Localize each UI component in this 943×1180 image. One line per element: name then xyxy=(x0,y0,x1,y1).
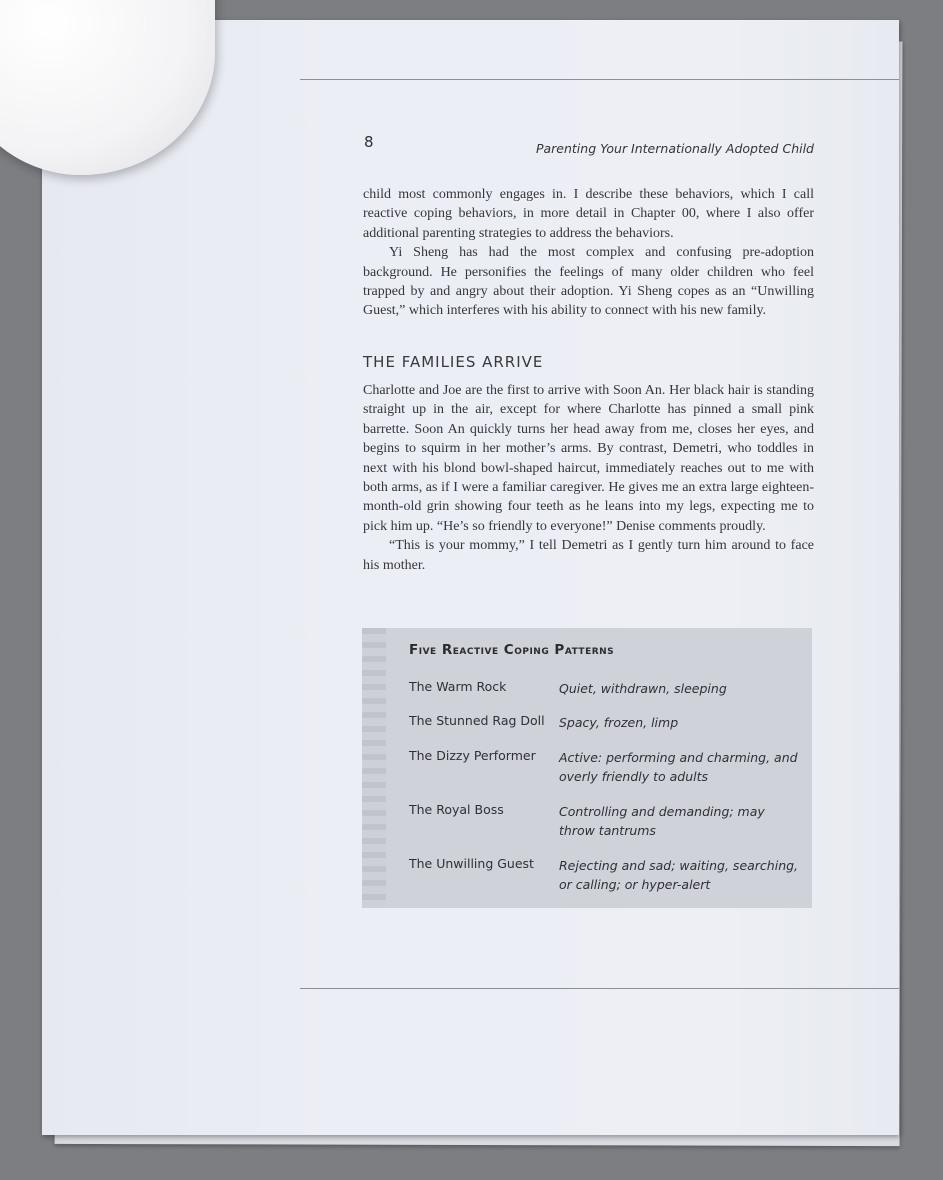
pattern-name: The Dizzy Performer xyxy=(409,748,536,763)
pattern-name: The Stunned Rag Doll xyxy=(409,713,545,728)
intro-text xyxy=(363,185,814,321)
paragraph: “This is your mommy,” I tell Demetri as I gently turn him around to face his mother. xyxy=(363,538,814,573)
paragraph: Yi Sheng has had the most complex and confusing pre-adoption background. He personifies the feelings of many older children who feel trapped by and angry about their adoption. Yi Sheng copes as an “Unwilling Guest,” which interferes with his ability to connect with his new family. xyxy=(363,245,814,319)
paragraph: child most commonly engages in. I describe these behaviors, which I call reactive coping behaviors, in more detail in Chapter 00, where I also offer additional parenting strategies to address the behaviors. xyxy=(363,187,814,241)
pattern-name: The Unwilling Guest xyxy=(409,856,534,871)
book-page xyxy=(42,20,899,1135)
decorative-strip xyxy=(362,628,386,908)
sidebar-title: Five Reactive Coping Patterns xyxy=(409,642,615,658)
running-head: Parenting Your Internationally Adopted Child xyxy=(535,141,814,156)
pattern-description: Controlling and demanding; may throw tantrums xyxy=(559,804,765,838)
pattern-description: Quiet, withdrawn, sleeping xyxy=(559,681,727,696)
header-rule xyxy=(300,79,899,80)
pattern-description: Spacy, frozen, limp xyxy=(559,715,679,730)
pattern-name: The Warm Rock xyxy=(409,679,507,694)
paragraph: Charlotte and Joe are the first to arrive with Soon An. Her black hair is standing straight up in the air, except for where Charlotte has pinned a small pink barrette. Soon An quickly turns her head away from me, closes her eyes, and begins to squirm in her mother’s arms. By contrast, Demetri, who toddles in next with his blond bowl-shaped haircut, immediately reaches out to me with both arms, as if I were a familiar caregiver. He gives me an extra large eighteen-month-old grin showing four teeth as he leans into my legs, expecting me to pick him up. “He’s so friendly to everyone!” Denise comments proudly. xyxy=(363,383,814,534)
pattern-description: Active: performing and charming, and overly friendly to adults xyxy=(559,750,798,784)
page-number: 8 xyxy=(364,133,374,151)
footer-rule xyxy=(300,988,899,989)
section-text xyxy=(363,381,814,575)
section-heading: THE FAMILIES ARRIVE xyxy=(363,353,544,371)
pattern-name: The Royal Boss xyxy=(409,802,504,817)
coping-patterns-sidebar xyxy=(362,628,812,908)
pattern-description: Rejecting and sad; waiting, searching, or calling; or hyper-alert xyxy=(559,858,799,892)
